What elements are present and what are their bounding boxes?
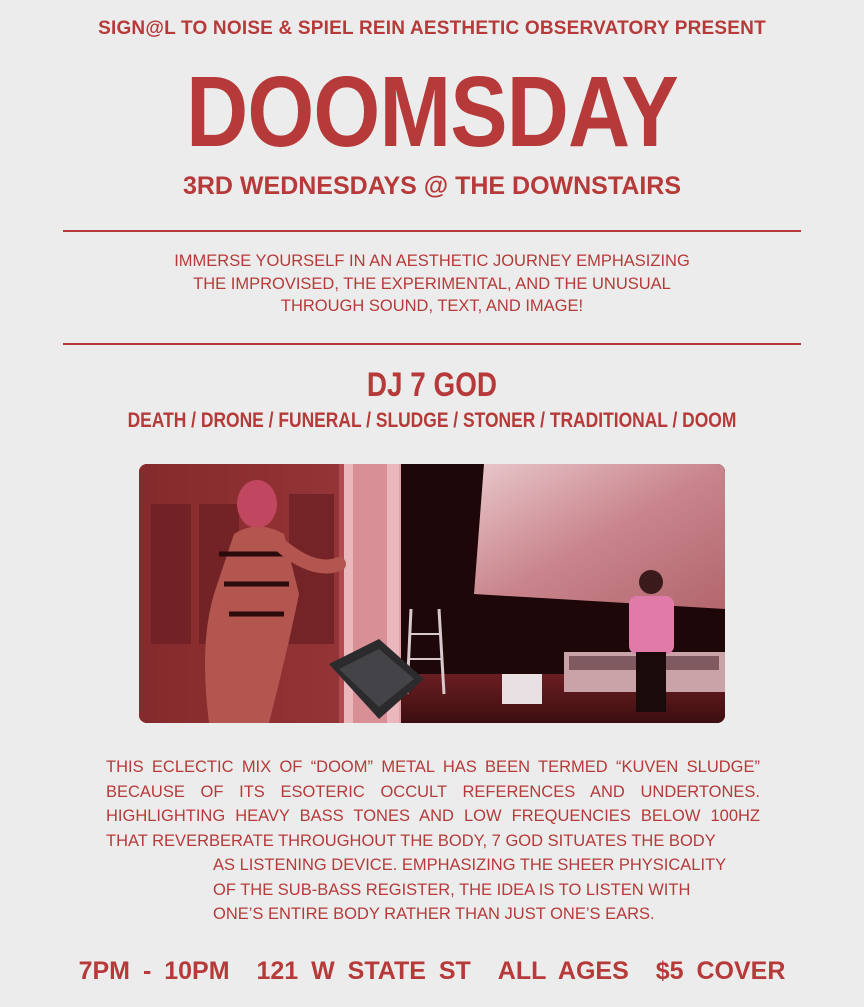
event-address: 121 W STATE ST — [256, 957, 471, 985]
event-cover: $5 COVER — [655, 957, 786, 985]
divider-middle — [63, 343, 801, 345]
performance-photo-illustration — [139, 464, 725, 723]
event-details — [0, 957, 864, 986]
description-line: OF THE SUB-BASS REGISTER, THE IDEA IS TO LISTEN WITH — [213, 880, 691, 899]
event-ages: ALL AGES — [497, 957, 629, 985]
performance-photo — [139, 464, 725, 723]
presenters-line: SIGN@L TO NOISE & SPIEL REIN AESTHETIC OBSERVATORY PRESENT — [98, 18, 766, 39]
description-line: THAT REVERBERATE THROUGHOUT THE BODY, 7 GOD SITUATES THE BODY — [106, 831, 716, 850]
description-line: AS LISTENING DEVICE. EMPHASIZING THE SHEER PHYSICALITY — [213, 856, 727, 874]
performer-name: DJ 7 GOD — [366, 366, 498, 404]
divider-top — [63, 230, 801, 232]
description-line: BECAUSE OF ITS ESOTERIC OCCULT REFERENCES AND UNDERTONES. — [106, 782, 760, 801]
event-subtitle: 3RD WEDNESDAYS @ THE DOWNSTAIRS — [182, 172, 682, 200]
description — [106, 755, 760, 927]
intro-line: THE IMPROVISED, THE EXPERIMENTAL, AND THE UNUSUAL — [193, 274, 671, 293]
intro-text — [0, 250, 864, 318]
description-line: ONE’S ENTIRE BODY RATHER THAN JUST ONE’S EARS. — [213, 905, 655, 923]
intro-line: THROUGH SOUND, TEXT, AND IMAGE! — [280, 297, 584, 315]
genre-list: DEATH / DRONE / FUNERAL / SLUDGE / STONER / TRADITIONAL / DOOM — [127, 409, 737, 432]
intro-line: IMMERSE YOURSELF IN AN AESTHETIC JOURNEY EMPHASIZING — [174, 252, 690, 270]
event-title: DOOMSDAY — [186, 56, 678, 168]
event-time: 7PM - 10PM — [78, 957, 230, 985]
description-line: HIGHLIGHTING HEAVY BASS TONES AND LOW FREQUENCIES BELOW 100HZ — [106, 807, 760, 825]
description-line: THIS ECLECTIC MIX OF “DOOM” METAL HAS BEEN TERMED “KUVEN SLUDGE” — [106, 758, 760, 776]
